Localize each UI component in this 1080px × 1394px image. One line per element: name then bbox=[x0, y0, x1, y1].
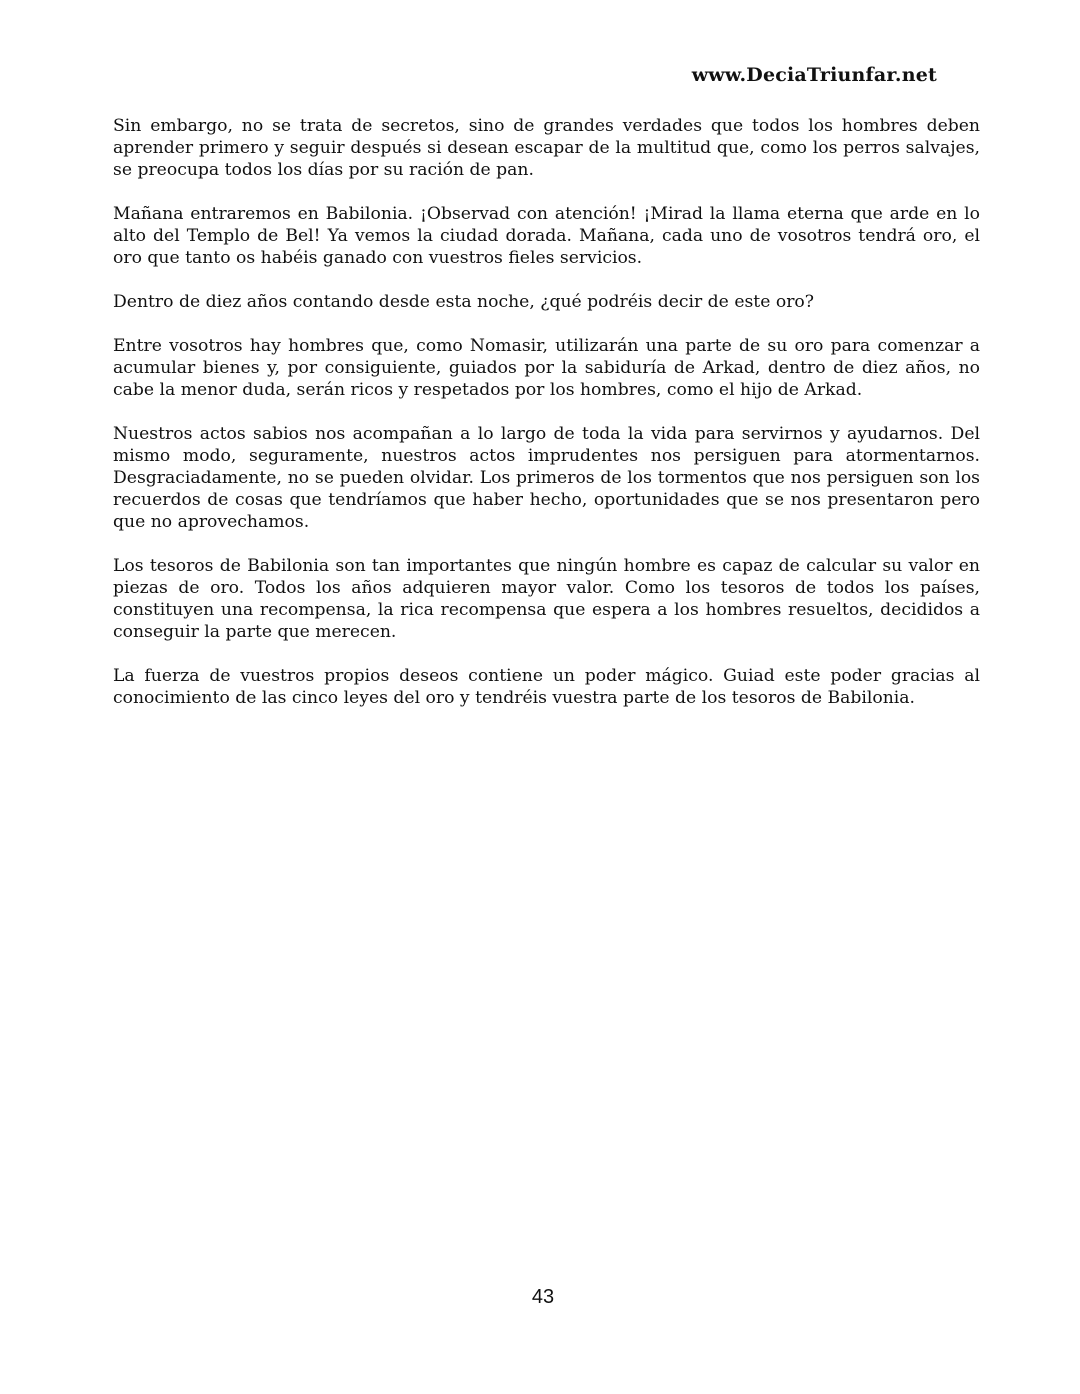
paragraph-3: Dentro de diez años contando desde esta noche, ¿qué podréis decir de este oro? bbox=[113, 292, 814, 312]
paragraph-4: Entre vosotros hay hombres que, como Nomasir, utilizarán una parte de su oro para comenzar a acumular bienes y, por consiguiente, guiados por la sabiduría de Arkad, dentro de diez años, no cabe la menor duda, serán ricos y respetados por los hombres, como el hijo de Arkad. bbox=[113, 336, 980, 400]
paragraph-7: La fuerza de vuestros propios deseos contiene un poder mágico. Guiad este poder gracias al conocimiento de las cinco leyes del oro y tendréis vuestra parte de los tesoros de Babilonia. bbox=[113, 666, 980, 708]
header-site-url: www.DeciaTriunfar.net bbox=[691, 64, 937, 86]
page-body bbox=[113, 115, 980, 731]
paragraph-5: Nuestros actos sabios nos acompañan a lo largo de toda la vida para servirnos y ayudarnos. Del mismo modo, seguramente, nuestros actos imprudentes nos persiguen para atormentarnos. Desgraciadamente, no se pueden olvidar. Los primeros de los tormentos que nos persiguen son los recuerdos de cosas que tendríamos que haber hecho, oportunidades que se nos presentaron pero que no aprovechamos. bbox=[113, 424, 980, 532]
paragraph-2: Mañana entraremos en Babilonia. ¡Observad con atención! ¡Mirad la llama eterna que arde en lo alto del Templo de Bel! Ya vemos la ciudad dorada. Mañana, cada uno de vosotros tendrá oro, el oro que tanto os habéis ganado con vuestros fieles servicios. bbox=[113, 204, 980, 268]
paragraph-1: Sin embargo, no se trata de secretos, sino de grandes verdades que todos los hombres deben aprender primero y seguir después si desean escapar de la multitud que, como los perros salvajes, se preocupa todos los días por su ración de pan. bbox=[113, 116, 980, 180]
paragraph-6: Los tesoros de Babilonia son tan importantes que ningún hombre es capaz de calcular su valor en piezas de oro. Todos los años adquieren mayor valor. Como los tesoros de todos los países, constituyen una recompensa, la rica recompensa que espera a los hombres resueltos, decididos a conseguir la parte que merecen. bbox=[113, 556, 980, 642]
page-number: 43 bbox=[531, 1286, 555, 1308]
